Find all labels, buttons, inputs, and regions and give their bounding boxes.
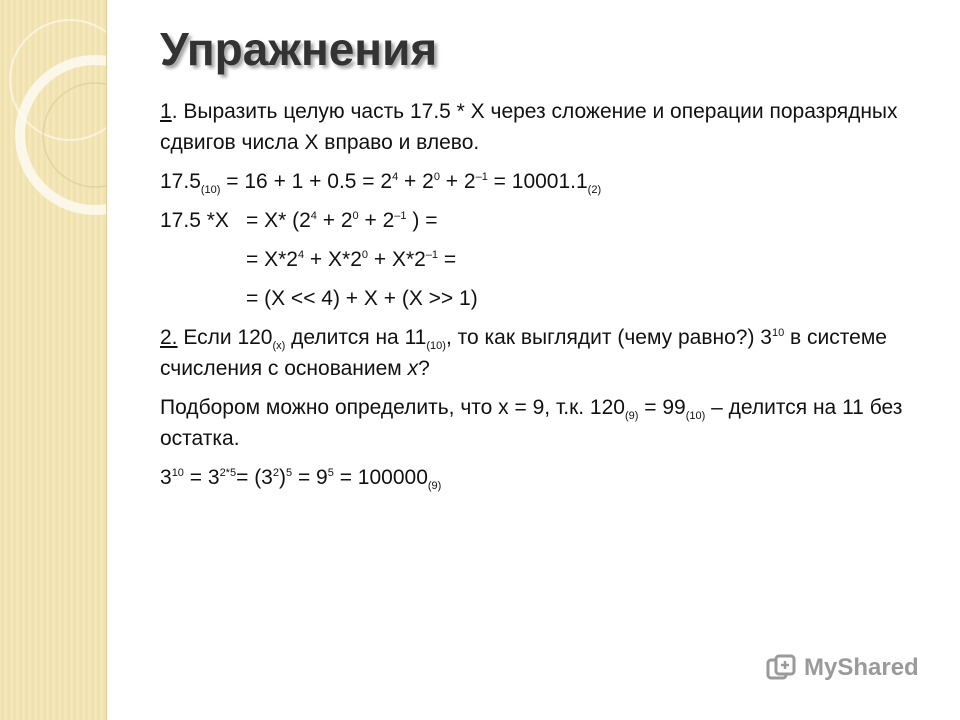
exercise-1-binary-conversion: $17.5_{(10)} = 16 + 1 + 0.5 = 2^4 + 2^0 + 2^{-1} = 10001.1_{(2)}$ bbox=[160, 170, 602, 197]
myshared-watermark bbox=[766, 654, 919, 682]
decorative-sidebar bbox=[0, 0, 107, 720]
exercise-2-formula: $3^{10} = 3^{2*5}= (3^2)^5 = 9^5 = 100000_{(9)}$ bbox=[160, 466, 442, 493]
exercise-1-expansion: 17.5 *X = X* ($2^4 + 2^0 + 2^{-1}$ ) = bbox=[160, 209, 438, 232]
exercise-1-statement: 1. Выразить целую часть 17.5 * X через сложение и операции поразрядных сдвигов числа X вправо и влево. bbox=[160, 100, 898, 154]
exercise-2-answer: Подбором можно определить, что x = 9, т.к. $120_{(9)} = 99_{(10)}$ – делится на 11 без остатка. bbox=[160, 396, 903, 450]
exercise-1-shift-result: = (X << 4) + X + (X >> 1) bbox=[246, 287, 478, 310]
slide-title: Упражнения bbox=[160, 23, 438, 75]
exercise-1-distribution: = $X*2^4 + X*2^0 + X*2^{-1}$ = bbox=[246, 248, 457, 271]
circles-decoration-icon bbox=[0, 0, 106, 720]
watermark-text: MyShared bbox=[804, 654, 919, 681]
myshared-logo-icon bbox=[766, 654, 798, 682]
slide-content bbox=[160, 96, 930, 501]
exercise-2-question: 2. Если $120_{(x)}$ делится на $11_{(10)}$, то как выглядит (чему равно?) $3^{10}$ в системе счисления с основанием x? bbox=[160, 326, 887, 380]
